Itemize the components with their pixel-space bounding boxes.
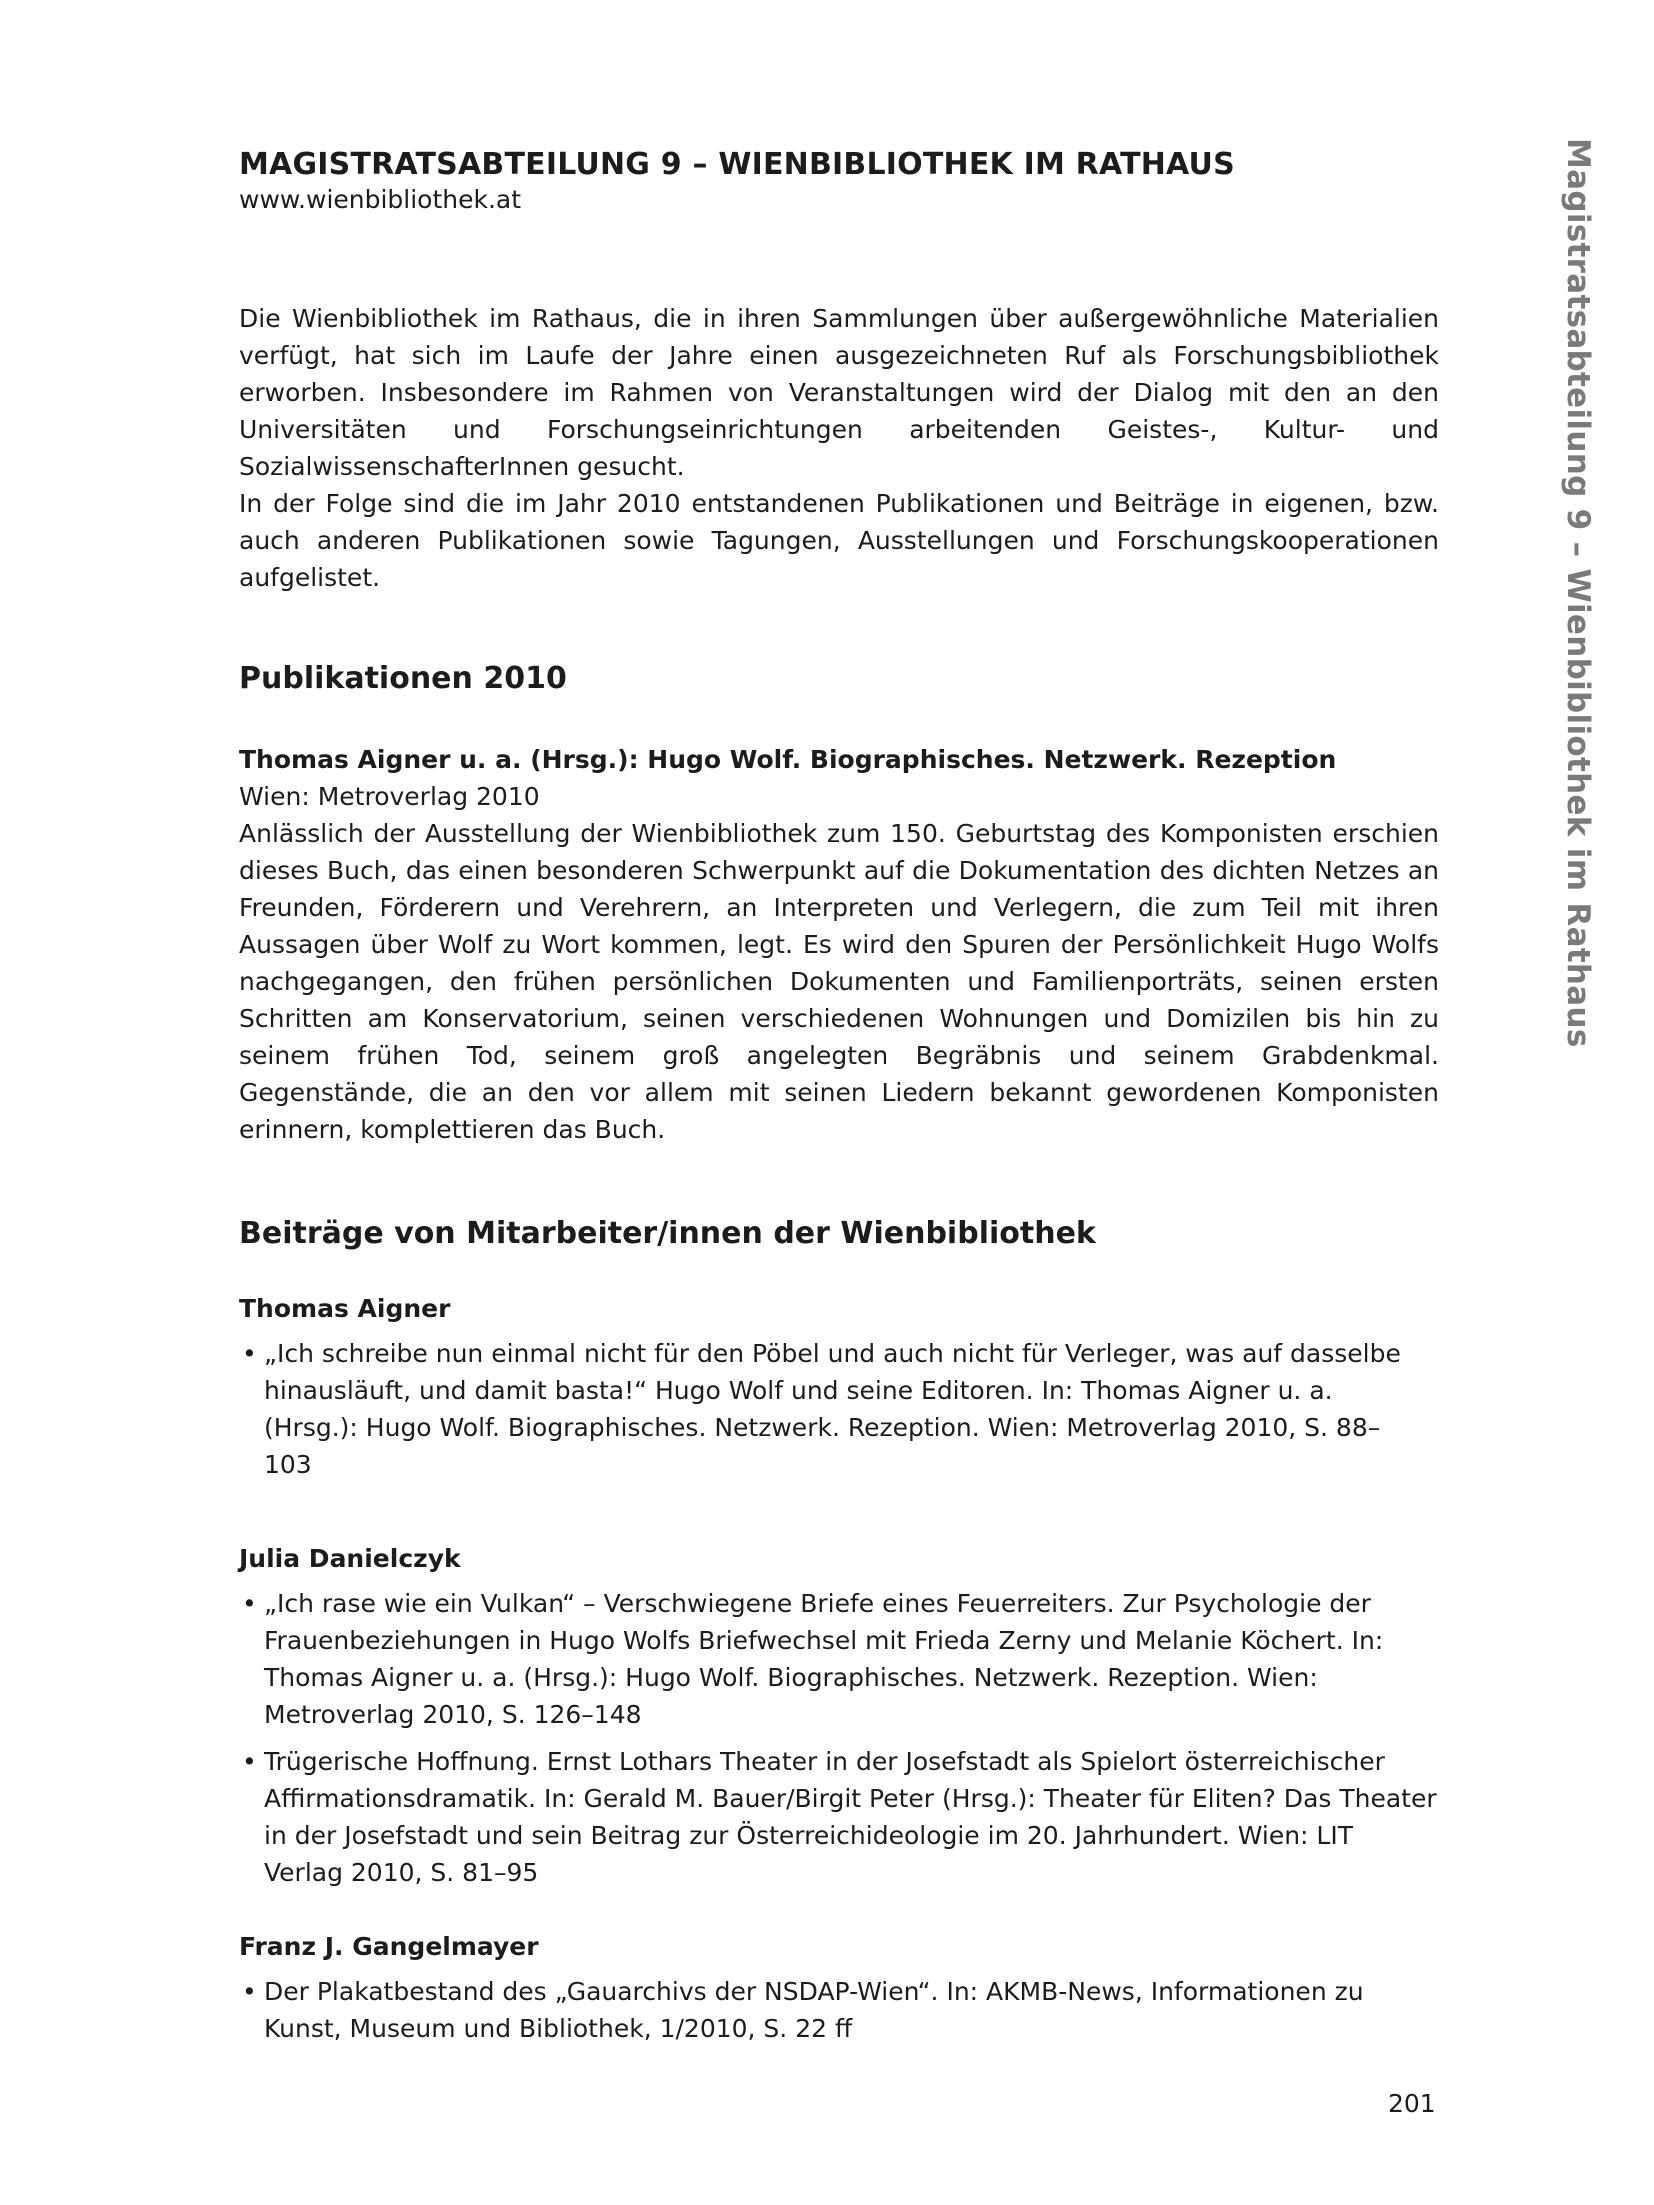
author-group bbox=[239, 1541, 1439, 1891]
list-item: • Der Plakatbestand des „Gauarchivs der NSDAP-Wien“. In: AKMB-News, Informationen zu Kunst, Museum und Bibliothek, 1/2010, S. 22 ff bbox=[239, 1973, 1439, 2047]
contributions-heading: Beiträge von Mitarbeiter/innen der Wienbibliothek bbox=[239, 1216, 1096, 1251]
author-group bbox=[239, 1929, 1439, 2047]
entry-list bbox=[239, 1585, 1439, 1891]
publication-description: Anlässlich der Ausstellung der Wienbibliothek zum 150. Geburtstag des Komponisten erschien dieses Buch, das einen besonderen Schwerpunkt auf die Dokumentation des dichten Netzes an Freunden, Förderern und Verehrern, an Interpreten und Verlegern, die zum Teil mit ihren Aussagen über Wolf zu Wort kommen, legt. Es wird den Spuren der Persönlichkeit Hugo Wolfs nachgegangen, den frühen persönlichen Dokumenten und Familienporträts, seinen ersten Schritten am Konservatorium, seinen verschiedenen Wohnungen und Domizilen bis hin zu seinem frühen Tod, seinem groß angelegten Begräbnis und seinem Grabdenkmal. Gegenstände, die an den vor allem mit seinen Liedern bekannt gewordenen Komponisten erinnern, komplettieren das Buch. bbox=[239, 819, 1439, 1144]
author-name: Julia Danielczyk bbox=[239, 1544, 461, 1573]
intro-text bbox=[239, 300, 1439, 596]
publication-entry bbox=[239, 742, 1439, 1148]
author-name: Thomas Aigner bbox=[239, 1294, 451, 1323]
page-body bbox=[239, 146, 1439, 2057]
list-item: • „Ich rase wie ein Vulkan“ – Verschwiegene Briefe eines Feuerreiters. Zur Psychologie der Frauenbeziehungen in Hugo Wolfs Briefwechsel mit Frieda Zerny und Melanie Köchert. In: Thomas Aigner u. a. (Hrsg.): Hugo Wolf. Biographisches. Netzwerk. Rezeption. Wien: Metroverlag 2010, S. 126–148 bbox=[239, 1585, 1439, 1733]
publications-heading: Publikationen 2010 bbox=[239, 661, 567, 696]
publication-title: Thomas Aigner u. a. (Hrsg.): Hugo Wolf. Biographisches. Netzwerk. Rezeption bbox=[239, 745, 1337, 774]
running-side-title: Magistratsabteilung 9 – Wienbibliothek im Rathaus bbox=[1560, 138, 1596, 1048]
publication-publisher: Wien: Metroverlag 2010 bbox=[239, 782, 540, 811]
entry-list bbox=[239, 1973, 1439, 2047]
intro-paragraph-1: Die Wienbibliothek im Rathaus, die in ihren Sammlungen über außergewöhnliche Materialien verfügt, hat sich im Laufe der Jahre einen ausgezeichneten Ruf als Forschungsbibliothek erworben. Insbesondere im Rahmen von Veranstaltungen wird der Dialog mit den an den Universitäten und Forschungseinrichtungen arbeitenden Geistes-, Kultur- und SozialwissenschafterInnen gesucht. bbox=[239, 304, 1439, 481]
list-item: • Trügerische Hoffnung. Ernst Lothars Theater in der Josefstadt als Spielort österreichischer Affirmationsdramatik. In: Gerald M. Bauer/Birgit Peter (Hrsg.): Theater für Eliten? Das Theater in der Josefstadt und sein Beitrag zur Österreichideologie im 20. Jahrhundert. Wien: LIT Verlag 2010, S. 81–95 bbox=[239, 1743, 1439, 1891]
intro-paragraph-2: In der Folge sind die im Jahr 2010 entstandenen Publikationen und Beiträge in eigenen, bzw. auch anderen Publikationen sowie Tagungen, Ausstellungen und Forschungskooperationen aufgelistet. bbox=[239, 489, 1439, 592]
author-name: Franz J. Gangelmayer bbox=[239, 1932, 539, 1961]
entry-list bbox=[239, 1335, 1419, 1483]
page-title: MAGISTRATSABTEILUNG 9 – WIENBIBLIOTHEK IM RATHAUS bbox=[239, 147, 1235, 182]
list-item: • „Ich schreibe nun einmal nicht für den Pöbel und auch nicht für Verleger, was auf dasselbe hinausläuft, und damit basta!“ Hugo Wolf und seine Editoren. In: Thomas Aigner u. a. (Hrsg.): Hugo Wolf. Biographisches. Netzwerk. Rezeption. Wien: Metroverlag 2010, S. 88–103 bbox=[239, 1335, 1419, 1483]
page-number: 201 bbox=[1388, 2089, 1436, 2118]
author-group bbox=[239, 1291, 1439, 1483]
website-url: www.wienbibliothek.at bbox=[239, 185, 522, 214]
